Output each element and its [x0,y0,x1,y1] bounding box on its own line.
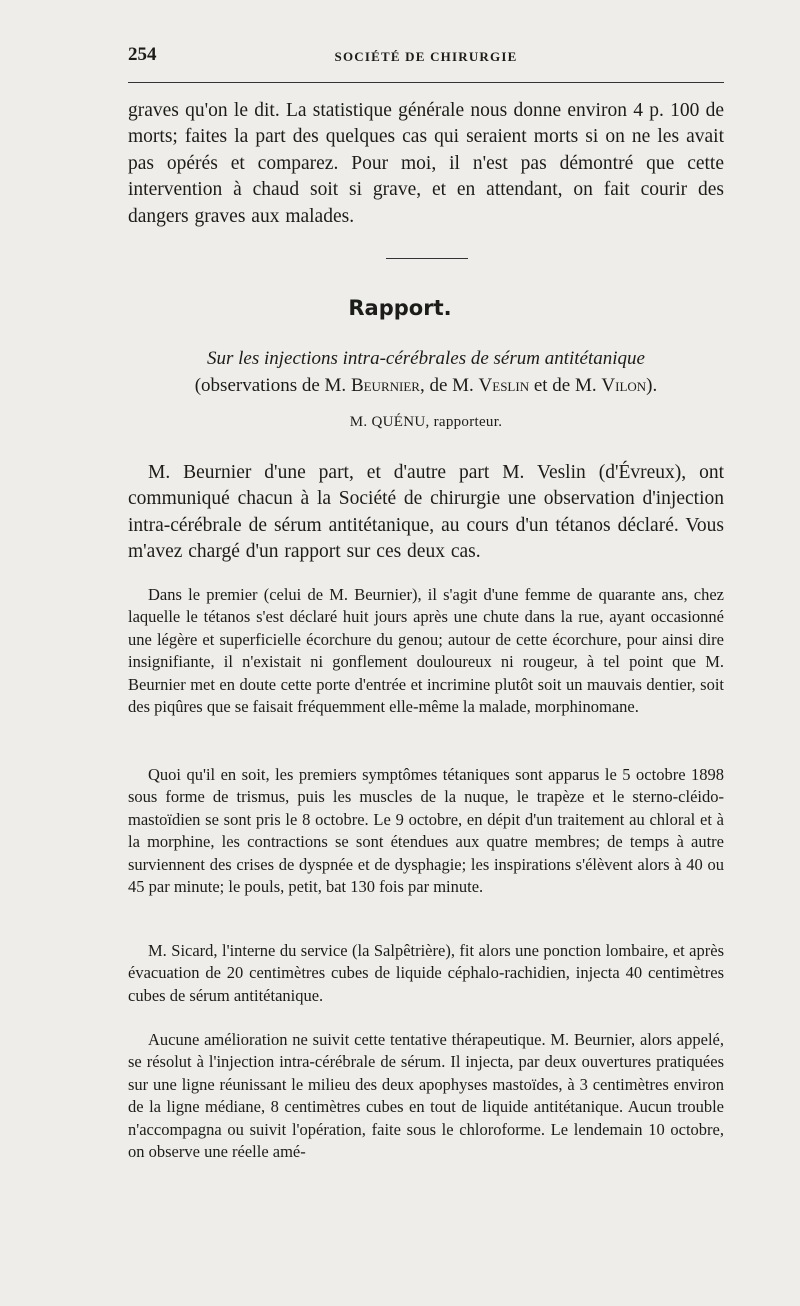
author-veslin: Veslin [478,375,530,396]
observations-sep-1: , de M. [419,375,474,396]
observations-line [128,373,724,399]
body-paragraph-4: Aucune amélioration ne suivit cette tentative thérapeutique. M. Beurnier, alors appelé, se résolut à l'injection intra-cérébrale de sérum. Il injecta, par deux ouvertures pratiquées sur une ligne réunissant le milieu des deux apophyses mastoïdes, à 3 centimètres environ de la ligne médiane, 8 centimètres cubes en tout de liquide antitétanique. Aucun trouble n'accompagna ou suivit l'opération, faite sous le chloroforme. Le lendemain 10 octobre, on observe une réelle amé- [128,1030,724,1162]
section-separator [386,258,468,259]
running-title: SOCIÉTÉ DE CHIRURGIE [334,49,518,64]
author-vilon: Vilon [601,375,647,396]
intro-paragraph: M. Beurnier d'une part, et d'autre part M. Veslin (d'Évreux), ont communiqué chacun à la Société de chirurgie une observation d'injection intra-cérébrale de sérum antitétanique, au cours d'un tétanos déclaré. Vous m'avez chargé d'un rapport sur ces deux cas. [128,462,724,563]
body-paragraph-2: Quoi qu'il en soit, les premiers symptômes tétaniques sont apparus le 5 octobre 1898 sous forme de trismus, puis les muscles de la nuque, le trapèze et le sterno-cléido-mastoïdien se sont pris le 8 octobre. Le 9 octobre, en dépit d'un traitement au chloral et à la morphine, les contractions se sont étendues aux quatre membres; de temps à autre surviennent des crises de dyspnée et de dysphagie; les inspirations s'élèvent alors à 40 ou 45 par minute; le pouls, petit, bat 130 fois par minute. [128,765,724,897]
author-beurnier: Beurnier [350,375,420,396]
opening-paragraph: graves qu'on le dit. La statistique générale nous donne environ 4 p. 100 de morts; faites la part des quelques cas qui seraient morts si on ne les avait pas opérés et comparez. Pour moi, il n'est pas démontré que cette intervention à chaud soit si grave, et en attendant, on fait courir des dangers graves aux malades. [128,100,724,227]
body-paragraph-3: M. Sicard, l'interne du service (la Salpêtrière), fit alors une ponction lombaire, et après évacuation de 20 centimètres cubes de liquide céphalo-rachidien, injecta 40 centimètres cubes de sérum antitétanique. [128,941,724,1005]
observations-sep-2: et de M. [533,375,597,396]
body-paragraph-1: Dans le premier (celui de M. Beurnier), il s'agit d'une femme de quarante ans, chez laquelle le tétanos s'est déclaré huit jours après une chute dans la rue, ayant occasionné une légère et superficielle écorchure du genou; autour de cette écorchure, pour ainsi dire insignifiante, il n'existait ni gonflement douloureux ni rougeur, à tel point que M. Beurnier met en doute cette porte d'entrée et incrimine plutôt soit un mauvais dentier, soit des piqûres que se faisait fréquemment elle-même la malade, morphinomane. [128,585,724,717]
section-title: Rapport. [348,296,452,320]
header-rule [128,82,724,83]
observations-close: ). [646,375,658,396]
rapporteur-byline: M. QUÉNU, rapporteur. [349,414,503,430]
page-header [128,44,724,68]
page-number: 254 [128,44,157,65]
report-subtitle: Sur les injections intra-cérébrales de sérum antitétanique [207,348,645,369]
observations-prefix: (observations de M. [194,375,347,396]
